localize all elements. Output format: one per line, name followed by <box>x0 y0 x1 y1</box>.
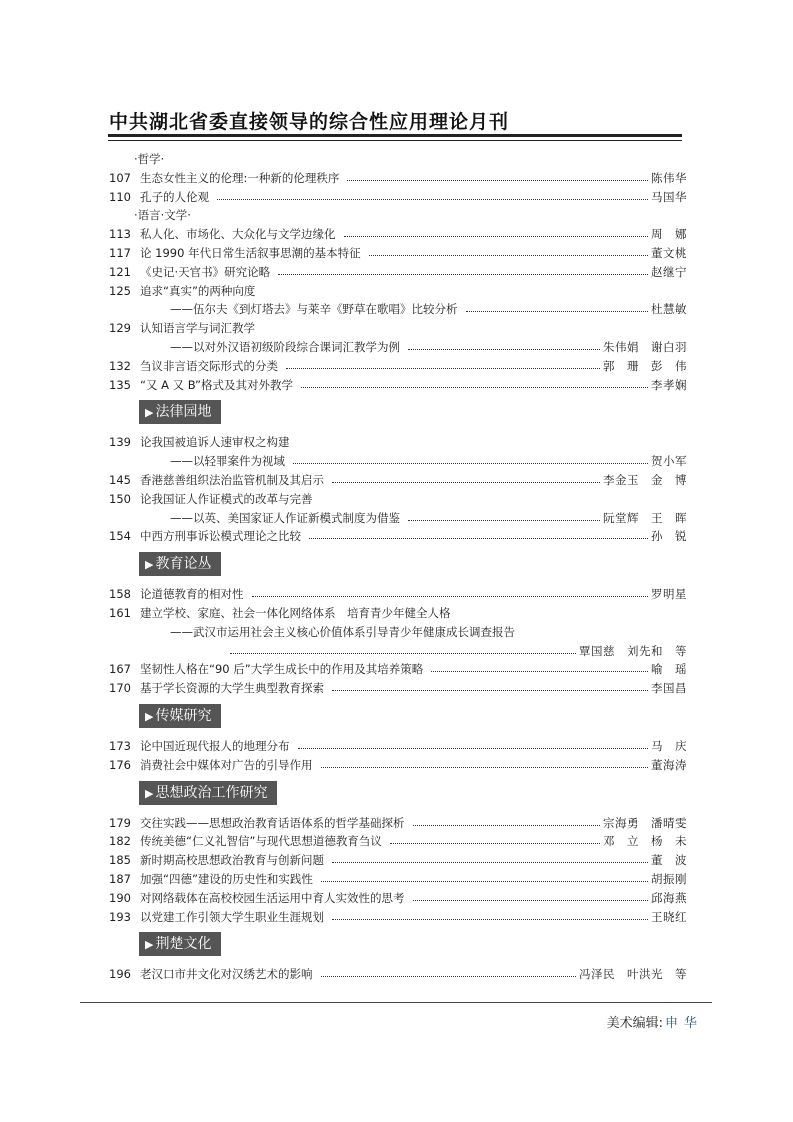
toc-entry-body <box>140 169 687 188</box>
toc-entry[interactable] <box>0 300 793 319</box>
section-heading <box>139 932 221 956</box>
dot-leader <box>321 976 577 977</box>
toc-author: 孙 锐 <box>651 529 687 544</box>
toc-entry-body <box>140 282 255 301</box>
footer-credit <box>607 1012 703 1031</box>
dot-leader <box>332 919 648 920</box>
section-heading-label: 法律园地 <box>155 404 212 421</box>
toc-subtitle: ——以英、美国家证人作证新模式制度为借鉴 <box>170 510 400 525</box>
toc-entry-body <box>140 244 687 263</box>
toc-entry[interactable] <box>0 832 793 851</box>
toc-page-number: 132 <box>109 358 131 373</box>
toc-subtitle: ——以轻罪案件为视域 <box>170 454 285 469</box>
toc-author: 李金玉 金 博 <box>603 473 687 487</box>
toc-title: 论 1990 年代日常生活叙事思潮的基本特征 <box>140 246 361 260</box>
toc-entry[interactable] <box>0 225 793 244</box>
toc-entry-body <box>140 679 687 698</box>
dot-leader <box>332 690 648 691</box>
toc-entry-body <box>140 965 687 984</box>
play-triangle-icon: ▶ <box>145 938 154 952</box>
toc-entry-body <box>170 300 687 319</box>
toc-entry-body <box>140 471 687 490</box>
toc-author: 贺小军 <box>651 454 687 469</box>
toc-page-number: 167 <box>109 662 131 677</box>
toc-author: 罗明星 <box>651 587 687 602</box>
toc-author: 董 波 <box>651 853 687 868</box>
toc-page-number: 185 <box>109 853 131 868</box>
toc-entry[interactable] <box>0 585 793 604</box>
toc-page-number: 117 <box>109 246 131 260</box>
toc-entry[interactable] <box>0 376 793 395</box>
toc-entry-body <box>140 225 687 244</box>
toc-page-number: 173 <box>109 739 131 753</box>
dot-leader <box>309 538 648 539</box>
toc-entry[interactable] <box>0 660 793 679</box>
footer-label: 美术编辑: <box>606 1016 663 1031</box>
toc-author: 阮堂辉 王 晖 <box>603 510 687 525</box>
toc-author: 喻 瑶 <box>651 662 687 677</box>
toc-author: 周 娜 <box>651 227 687 242</box>
toc-entry[interactable] <box>0 357 793 376</box>
toc-title: 私人化、市场化、大众化与文学边缘化 <box>140 227 336 242</box>
dot-leader <box>332 862 648 863</box>
toc-title: 坚韧性人格在“90 后”大学生成长中的作用及其培养策略 <box>140 662 424 677</box>
section-heading <box>139 781 277 805</box>
toc-entry[interactable] <box>0 169 793 188</box>
toc-entry-body <box>140 814 687 833</box>
toc-author: 郭 珊 彭 伟 <box>603 358 687 373</box>
dot-leader <box>332 482 600 483</box>
toc-subtitle: ——武汉市运用社会主义核心价值体系引导青少年健康成长调查报告 <box>170 624 515 639</box>
toc-title: 论道德教育的相对性 <box>140 587 244 602</box>
toc-entry-body <box>140 660 687 679</box>
toc-author: 李孝娴 <box>651 377 687 392</box>
play-triangle-icon: ▶ <box>145 406 154 420</box>
dot-leader <box>347 180 648 181</box>
section-heading-label: 教育论丛 <box>155 556 212 573</box>
toc-author: 马国华 <box>651 189 687 204</box>
toc-page-number: 150 <box>109 491 131 506</box>
play-triangle-icon: ▶ <box>145 710 154 723</box>
toc-entry-body <box>140 376 687 395</box>
toc-entry-body <box>140 832 687 851</box>
toc-page-number: 107 <box>109 170 131 185</box>
toc-entry[interactable] <box>0 509 793 528</box>
toc-title: 新时期高校思想政治教育与创新问题 <box>140 853 324 868</box>
toc-entry-body <box>140 585 687 604</box>
dot-leader <box>413 900 649 901</box>
toc-author: 胡振刚 <box>651 872 687 886</box>
toc-title: “又 A 又 B”格式及其对外教学 <box>140 377 294 392</box>
toc-author: 覃国慈 刘先和 等 <box>579 643 687 658</box>
toc-title: 生态女性主义的伦理:一种新的伦理秩序 <box>140 170 340 185</box>
dot-leader <box>278 274 648 275</box>
dot-leader <box>298 748 649 749</box>
dot-leader <box>217 199 648 200</box>
toc-author: 董文桃 <box>651 246 687 260</box>
toc-page-number: 125 <box>109 283 131 298</box>
dot-leader <box>301 387 648 388</box>
toc-page-number: 196 <box>109 967 131 982</box>
toc-entry-body <box>140 490 313 509</box>
toc-author: 宗海勇 潘晴雯 <box>603 815 687 830</box>
toc-subtitle: ——伍尔夫《到灯塔去》与莱辛《野草在歌唱》比较分析 <box>170 302 458 317</box>
toc-author: 朱伟娟 谢白羽 <box>603 340 687 354</box>
dot-leader <box>390 843 600 844</box>
toc-author: 王晓红 <box>651 909 687 924</box>
toc-author: 李国昌 <box>651 681 687 696</box>
toc-page-number: 190 <box>109 890 131 905</box>
toc-author: 邓 立 杨 未 <box>603 834 687 849</box>
toc-entry[interactable] <box>0 737 793 756</box>
toc-title: 论我国证人作证模式的改革与完善 <box>140 491 313 506</box>
toc-title: 认知语言学与词汇教学 <box>140 321 255 336</box>
toc-title: 中西方刑事诉讼模式理论之比较 <box>140 529 301 544</box>
toc-page-number: 187 <box>109 872 131 886</box>
toc-title: 追求“真实”的两种向度 <box>140 283 256 298</box>
toc-title: 老汉口市井文化对汉绣艺术的影响 <box>140 967 313 982</box>
toc-entry-body <box>170 452 687 471</box>
toc-entry-body <box>140 737 687 756</box>
toc-entry[interactable] <box>0 908 793 927</box>
toc-entry[interactable] <box>0 471 793 490</box>
toc-entry[interactable] <box>0 490 793 509</box>
toc-entry[interactable] <box>0 623 793 642</box>
toc-title: 论我国被追诉人速审权之构建 <box>140 435 290 450</box>
toc-entry[interactable] <box>0 604 793 623</box>
play-triangle-icon: ▶ <box>145 786 154 800</box>
toc-page-number: 176 <box>109 757 131 772</box>
toc-entry-body <box>230 642 687 661</box>
toc-page-number: 154 <box>109 529 131 544</box>
toc-title: 对网络载体在高校校园生活运用中育人实效性的思考 <box>140 890 405 905</box>
toc-title: 论中国近现代报人的地理分布 <box>140 739 290 753</box>
dot-leader <box>408 520 600 521</box>
toc-entry-body <box>140 889 687 908</box>
toc-entry[interactable] <box>0 851 793 870</box>
toc-page-number: 182 <box>109 834 131 849</box>
toc-page-number: 139 <box>109 435 131 450</box>
toc-subtitle: ——以对外汉语初级阶段综合课词汇教学为例 <box>170 340 400 354</box>
toc-entry-body <box>140 908 687 927</box>
footer-editor-name: 申华 <box>664 1016 703 1031</box>
toc-author: 邱海燕 <box>651 890 687 905</box>
toc-title: 《史记·天官书》研究论略 <box>140 264 271 279</box>
toc-entry-body <box>140 357 687 376</box>
dot-leader <box>431 671 648 672</box>
toc-page-number: 179 <box>109 815 131 830</box>
toc-page-number: 135 <box>109 377 131 392</box>
toc-entry[interactable] <box>0 814 793 833</box>
toc-entry[interactable] <box>0 338 793 357</box>
footer-rule <box>80 1002 712 1003</box>
toc-entry-body <box>140 263 687 282</box>
toc-entry[interactable] <box>0 319 793 338</box>
toc-entry-body <box>140 319 255 338</box>
toc-entry-body <box>140 188 687 207</box>
toc-page-number: 110 <box>109 189 131 204</box>
toc-author: 马 庆 <box>651 739 687 753</box>
toc-entry-body <box>170 509 687 528</box>
toc-entry[interactable] <box>0 282 793 301</box>
toc-entry-body <box>140 756 687 775</box>
toc-page-number: 158 <box>109 587 131 602</box>
toc-page-number: 161 <box>109 606 131 620</box>
toc-title: 传统美德“仁义礼智信”与现代思想道德教育刍议 <box>140 834 382 849</box>
toc-entry-body <box>170 623 515 642</box>
toc-title: 交往实践——思想政治教育话语体系的哲学基础探析 <box>140 815 405 830</box>
toc-entry-body <box>170 338 687 357</box>
section-heading <box>139 400 221 424</box>
section-heading-label: 荆楚文化 <box>155 936 212 953</box>
toc-page-number: 145 <box>109 473 131 487</box>
dot-leader <box>321 767 649 768</box>
toc-title: 香港慈善组织法治监管机制及其启示 <box>140 473 324 487</box>
toc-entry[interactable] <box>0 244 793 263</box>
toc-author: 赵继宁 <box>651 264 687 279</box>
dot-leader <box>321 881 648 882</box>
toc-entry[interactable] <box>0 756 793 775</box>
toc-title: 以党建工作引领大学生职业生涯规划 <box>140 909 324 924</box>
toc-title: 刍议非言语交际形式的分类 <box>140 358 278 373</box>
toc-title: 孔子的人伦观 <box>140 189 209 204</box>
toc-title: 建立学校、家庭、社会一体化网络体系 培育青少年健全人格 <box>140 606 451 620</box>
section-heading-label: 传媒研究 <box>155 708 212 724</box>
toc-entry[interactable] <box>0 870 793 889</box>
toc-page-number: 170 <box>109 681 131 696</box>
dot-leader <box>369 255 648 256</box>
header-title: 中共湖北省委直接领导的综合性应用理论月刊 <box>109 111 510 133</box>
toc-entry[interactable] <box>0 889 793 908</box>
toc-title: 消费社会中媒体对广告的引导作用 <box>140 757 313 772</box>
toc-entry-body <box>140 851 687 870</box>
section-heading <box>139 552 221 576</box>
toc-entry-body <box>140 433 290 452</box>
dot-leader <box>252 596 649 597</box>
toc-page-number: 121 <box>109 264 131 279</box>
toc-entry-body <box>140 870 687 889</box>
toc-entry-body <box>140 604 451 623</box>
toc-entry[interactable] <box>0 965 793 984</box>
toc-page-number: 113 <box>109 227 131 242</box>
dot-leader <box>466 311 649 312</box>
toc-entry[interactable] <box>0 433 793 452</box>
toc-title: 加强“四德”建设的历史性和实践性 <box>140 872 313 886</box>
toc-page-number: 193 <box>109 909 131 924</box>
toc-title: 基于学长资源的大学生典型教育探索 <box>140 681 324 696</box>
dot-leader <box>293 463 648 464</box>
dot-leader <box>344 236 649 237</box>
category-label: ·哲学· <box>134 152 165 166</box>
toc-author: 冯泽民 叶洪光 等 <box>579 967 687 982</box>
dot-leader <box>286 368 600 369</box>
section-heading-label: 思想政治工作研究 <box>155 784 268 801</box>
toc-author: 陈伟华 <box>651 170 687 185</box>
category-label: ·语言·文学· <box>134 208 191 223</box>
dot-leader <box>230 653 576 654</box>
toc-page-number: 129 <box>109 321 131 336</box>
play-triangle-icon: ▶ <box>145 558 154 572</box>
toc-entry[interactable] <box>0 527 793 546</box>
toc-entry[interactable] <box>0 263 793 282</box>
toc-author: 杜慧敏 <box>651 302 687 317</box>
toc-author: 董海涛 <box>651 757 687 772</box>
section-heading <box>139 704 221 728</box>
toc-entry-body <box>140 527 687 546</box>
toc-entry[interactable] <box>0 188 793 207</box>
toc-entry[interactable] <box>0 642 793 661</box>
dot-leader <box>413 825 601 826</box>
dot-leader <box>408 349 600 350</box>
toc-entry[interactable] <box>0 452 793 471</box>
toc-entry[interactable] <box>0 679 793 698</box>
